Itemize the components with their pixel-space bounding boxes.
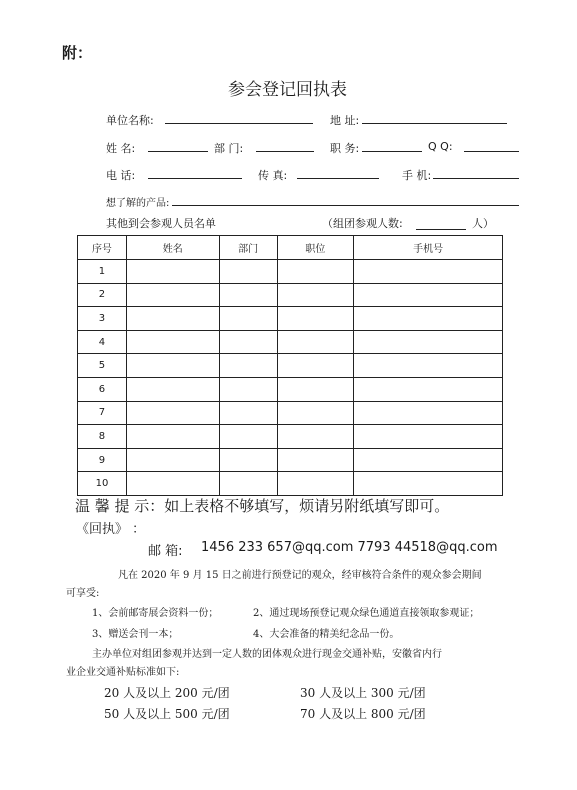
row-index: 9 [78,448,127,472]
cell-mobile[interactable] [354,425,503,449]
row-index: 6 [78,377,127,401]
header-name: 姓名 [126,236,219,260]
cell-department[interactable] [219,260,277,284]
phone-label: 电 话: [106,169,136,182]
benefit-item: 4、大会准备的精美纪念品一份。 [253,629,400,640]
cell-mobile[interactable] [354,260,503,284]
department-label: 部 门: [214,142,244,155]
subsidy-tier: 30 人及以上 300 元/团 [300,686,426,700]
position-label: 职 务: [330,142,360,155]
cell-mobile[interactable] [354,283,503,307]
cell-name[interactable] [126,330,219,354]
cell-name[interactable] [126,401,219,425]
qq-field[interactable] [464,151,519,152]
fax-field[interactable] [297,178,379,179]
cell-position[interactable] [277,472,354,496]
cell-mobile[interactable] [354,448,503,472]
subsidy-intro-line1: 主办单位对组团参观并达到一定人数的团体观众进行现金交通补贴，安徽省内行 [92,649,442,660]
email-label: 邮 箱: [148,544,183,559]
cell-name[interactable] [126,425,219,449]
row-index: 8 [78,425,127,449]
cell-department[interactable] [219,307,277,331]
header-position: 职位 [277,236,354,260]
cell-position[interactable] [277,448,354,472]
table-row [78,472,503,496]
table-row [78,401,503,425]
cell-department[interactable] [219,354,277,378]
cell-department[interactable] [219,472,277,496]
form-title: 参会登记回执表 [228,80,347,100]
cell-position[interactable] [277,425,354,449]
benefits-intro-line1: 凡在 2020 年 9 月 15 日之前进行预登记的观众，经审核符合条件的观众参会期间 [118,570,482,581]
subsidy-tier: 50 人及以上 500 元/团 [104,707,230,721]
phone-field[interactable] [148,178,242,179]
subsidy-tier: 70 人及以上 800 元/团 [300,707,426,721]
cell-name[interactable] [126,377,219,401]
cell-position[interactable] [277,307,354,331]
cell-position[interactable] [277,260,354,284]
position-field[interactable] [362,151,422,152]
address-label: 地 址: [330,114,360,127]
header-department: 部门 [219,236,277,260]
cell-mobile[interactable] [354,377,503,401]
row-index: 1 [78,260,127,284]
cell-mobile[interactable] [354,307,503,331]
attachment-label: 附： [62,44,93,62]
row-index: 7 [78,401,127,425]
company-label: 单位名称: [106,114,154,127]
email-value: 1456 233 657@qq.com 7793 44518@qq.com [201,540,498,555]
fax-label: 传 真: [258,169,288,182]
cell-name[interactable] [126,472,219,496]
row-index: 3 [78,307,127,331]
table-row [78,425,503,449]
benefits-intro-line2: 可享受: [66,588,100,599]
table-header-row [78,236,503,260]
group-count-field[interactable] [416,229,466,230]
cell-position[interactable] [277,354,354,378]
group-count-label: （组团参观人数: [322,217,403,230]
table-row [78,377,503,401]
cell-mobile[interactable] [354,472,503,496]
table-row [78,307,503,331]
row-index: 10 [78,472,127,496]
subsidy-intro-line2: 业企业交通补贴标准如下: [66,667,180,678]
cell-department[interactable] [219,377,277,401]
attendees-heading: 其他到会参观人员名单 [106,217,216,230]
mobile-label: 手 机: [402,169,432,182]
cell-department[interactable] [219,283,277,307]
header-index: 序号 [78,236,127,260]
cell-mobile[interactable] [354,354,503,378]
cell-name[interactable] [126,354,219,378]
attendees-table [77,235,503,496]
cell-position[interactable] [277,377,354,401]
cell-department[interactable] [219,448,277,472]
name-field[interactable] [148,151,208,152]
cell-department[interactable] [219,425,277,449]
products-field[interactable] [172,205,519,206]
company-field[interactable] [165,123,313,124]
cell-name[interactable] [126,260,219,284]
cell-position[interactable] [277,401,354,425]
row-index: 2 [78,283,127,307]
cell-department[interactable] [219,401,277,425]
cell-position[interactable] [277,330,354,354]
benefit-item: 3、赠送会刊一本； [92,629,179,640]
table-row [78,354,503,378]
cell-department[interactable] [219,330,277,354]
reminder-text: 温 馨 提 示：如上表格不够填写，烦请另附纸填写即可。 [75,497,450,515]
table-row [78,448,503,472]
cell-name[interactable] [126,448,219,472]
cell-mobile[interactable] [354,401,503,425]
table-row [78,330,503,354]
benefit-item: 2、通过现场预登记观众绿色通道直接领取参观证； [253,608,480,619]
table-row [78,283,503,307]
cell-name[interactable] [126,307,219,331]
table-row [78,260,503,284]
products-label: 想了解的产品: [106,198,170,209]
mobile-field[interactable] [433,178,519,179]
cell-position[interactable] [277,283,354,307]
cell-name[interactable] [126,283,219,307]
name-label: 姓 名: [106,142,136,155]
cell-mobile[interactable] [354,330,503,354]
header-mobile: 手机号 [354,236,503,260]
department-field[interactable] [256,151,314,152]
row-index: 5 [78,354,127,378]
subsidy-tier: 20 人及以上 200 元/团 [104,686,230,700]
row-index: 4 [78,330,127,354]
receipt-label: 《回执》 ： [76,522,146,537]
qq-label: Q Q: [428,140,453,153]
benefit-item: 1、会前邮寄展会资料一份； [92,608,219,619]
address-field[interactable] [362,123,507,124]
group-count-unit: 人） [472,217,494,230]
